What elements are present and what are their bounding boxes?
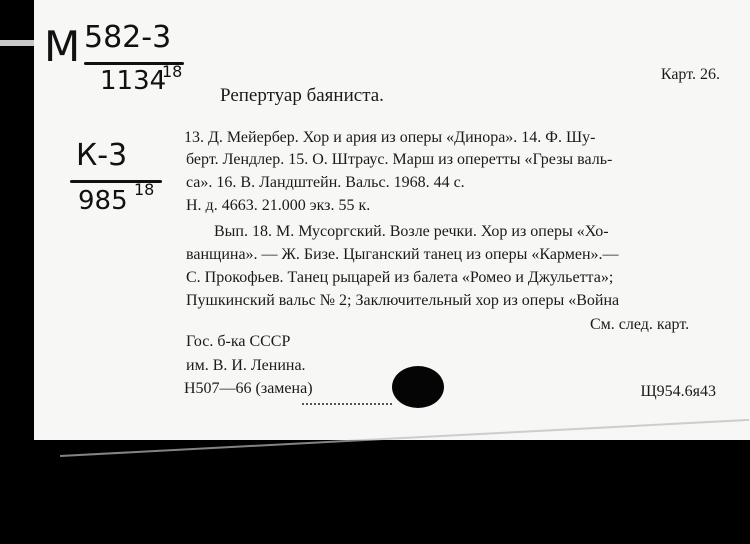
ink-stamp bbox=[392, 366, 444, 408]
handwritten-shelf-sup: 18 bbox=[162, 62, 183, 81]
handwritten-shelf-top: 582-3 bbox=[84, 20, 172, 55]
contents-line: С. Прокофьев. Танец рыцарей из балета «Ромео и Джульетта»; bbox=[186, 269, 614, 286]
classification-code: Щ954.6я43 bbox=[640, 383, 716, 400]
stamp-dots bbox=[302, 403, 392, 405]
library-line: Н507—66 (замена) bbox=[184, 380, 313, 397]
handwritten-k-top: К-3 bbox=[76, 138, 128, 173]
handwritten-k-sup: 18 bbox=[134, 180, 155, 199]
library-line: Гос. б-ка СССР bbox=[186, 333, 291, 350]
contents-line: ванщина». — Ж. Бизе. Цыганский танец из оперы «Кармен».— bbox=[186, 246, 619, 263]
scan-artifact bbox=[0, 40, 34, 46]
contents-line: 13. Д. Мейербер. Хор и ария из оперы «Динора». 14. Ф. Шу- bbox=[184, 129, 596, 146]
handwritten-k-bottom: 985 bbox=[78, 186, 128, 216]
card-number: Карт. 26. bbox=[660, 66, 720, 83]
contents-line: Вып. 18. М. Мусоргский. Возле речки. Хор из оперы «Хо- bbox=[214, 223, 609, 240]
handwritten-letter: М bbox=[44, 22, 81, 71]
contents-line: берт. Лендлер. 15. О. Штраус. Марш из оперетты «Грезы валь- bbox=[186, 151, 613, 168]
contents-line: Пушкинский вальс № 2; Заключительный хор из оперы «Война bbox=[186, 292, 620, 309]
library-line: им. В. И. Ленина. bbox=[186, 357, 306, 374]
contents-line: са». 16. В. Ландштейн. Вальс. 1968. 44 с. bbox=[186, 174, 465, 191]
card-title: Репертуар баяниста. bbox=[220, 85, 384, 106]
library-catalog-card bbox=[34, 0, 750, 440]
continued-note: См. след. карт. bbox=[590, 316, 690, 333]
handwritten-shelf-bottom: 1134 bbox=[100, 66, 167, 96]
contents-line: Н. д. 4663. 21.000 экз. 55 к. bbox=[186, 197, 371, 214]
